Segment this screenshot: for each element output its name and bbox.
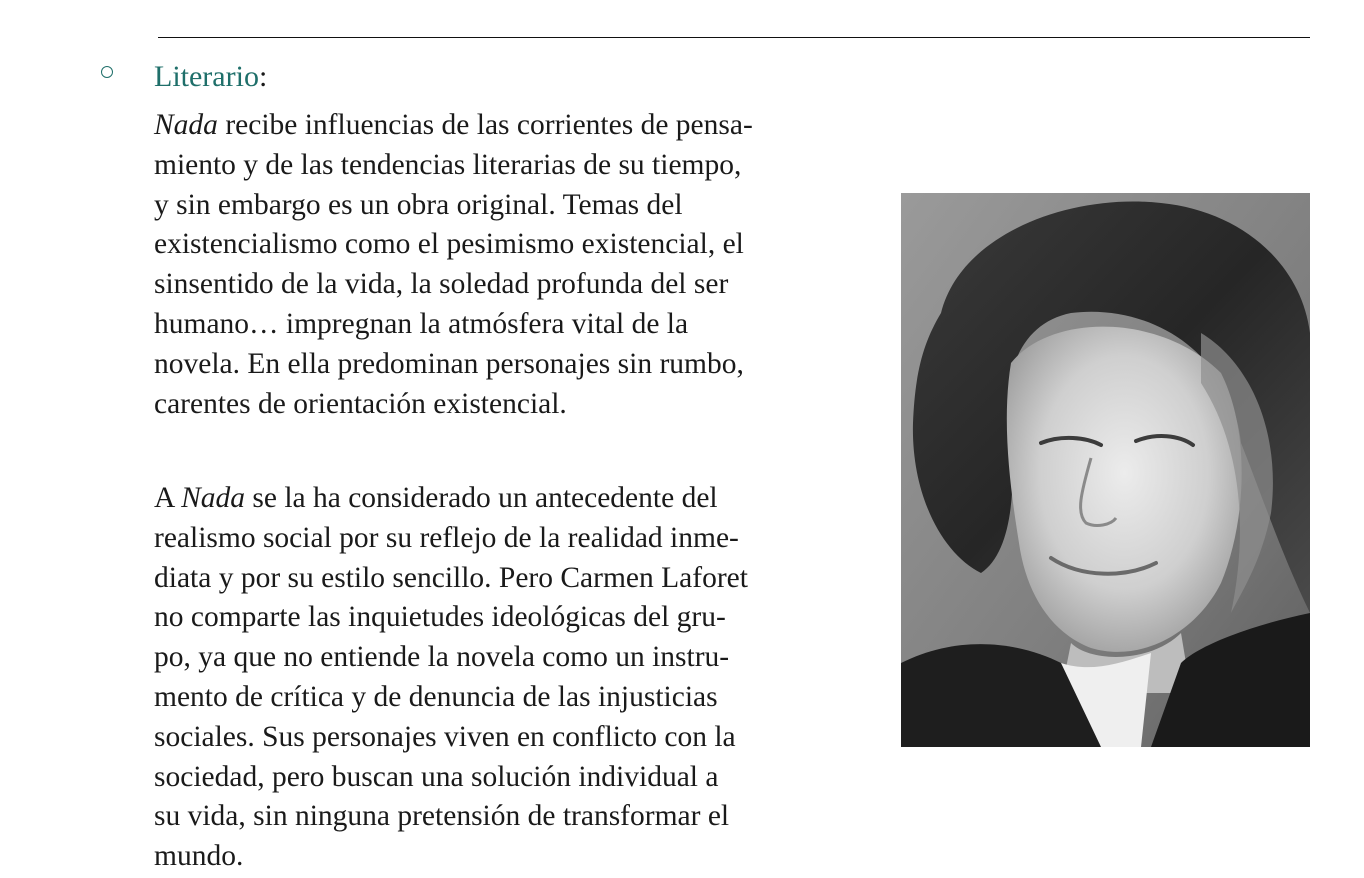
paragraph-2-line: mundo. [154, 840, 244, 873]
paragraph-2 [154, 479, 874, 877]
paragraph-2-line-text: A [154, 482, 182, 514]
paragraph-1-line: humano… impregnan la atmósfera vital de la [154, 307, 689, 340]
paragraph-2-line: no comparte las inquietudes ideológicas del gru- [154, 601, 726, 634]
author-portrait-photo [901, 193, 1310, 747]
paragraph-2-line: sociedad, pero buscan una solución individual a [154, 760, 719, 793]
section-heading-colon: : [258, 60, 268, 93]
section-heading [154, 57, 267, 97]
paragraph-1 [154, 106, 874, 424]
novel-title: Nada [154, 109, 218, 141]
paragraph-1-line-text: recibe influencias de las corrientes de pensa- [217, 109, 753, 141]
paragraph-2-line: su vida, sin ninguna pretensión de transformar el [154, 800, 730, 833]
section-heading-term: Literario [154, 60, 259, 93]
paragraph-2-line-text: se la ha considerado un antecedente del [245, 482, 718, 514]
paragraph-1-line [154, 106, 874, 146]
paragraph-2-line [154, 479, 874, 519]
paragraph-1-line: miento y de las tendencias literarias de su tiempo, [154, 148, 742, 181]
paragraph-1-line: sinsentido de la vida, la soledad profunda del ser [154, 268, 729, 301]
paragraph-2-line: realismo social por su reflejo de la realidad inme- [154, 521, 739, 554]
paragraph-2-line: po, ya que no entiende la novela como un instru- [154, 641, 730, 674]
paragraph-2-line: mento de crítica y de denuncia de las injusticias [154, 680, 718, 713]
paragraph-1-line: existencialismo como el pesimismo existencial, el [154, 228, 744, 261]
paragraph-1-line: carentes de orientación existencial. [154, 387, 567, 420]
novel-title: Nada [181, 482, 245, 514]
portrait-illustration [901, 193, 1310, 747]
paragraph-2-line: sociales. Sus personajes viven en conflicto con la [154, 720, 736, 753]
header-rule [158, 37, 1310, 38]
paragraph-2-line: diata y por su estilo sencillo. Pero Carmen Laforet [154, 561, 748, 594]
list-bullet-icon [101, 66, 113, 78]
paragraph-1-line: novela. En ella predominan personajes sin rumbo, [154, 347, 744, 380]
paragraph-1-line: y sin embargo es un obra original. Temas del [154, 188, 683, 221]
